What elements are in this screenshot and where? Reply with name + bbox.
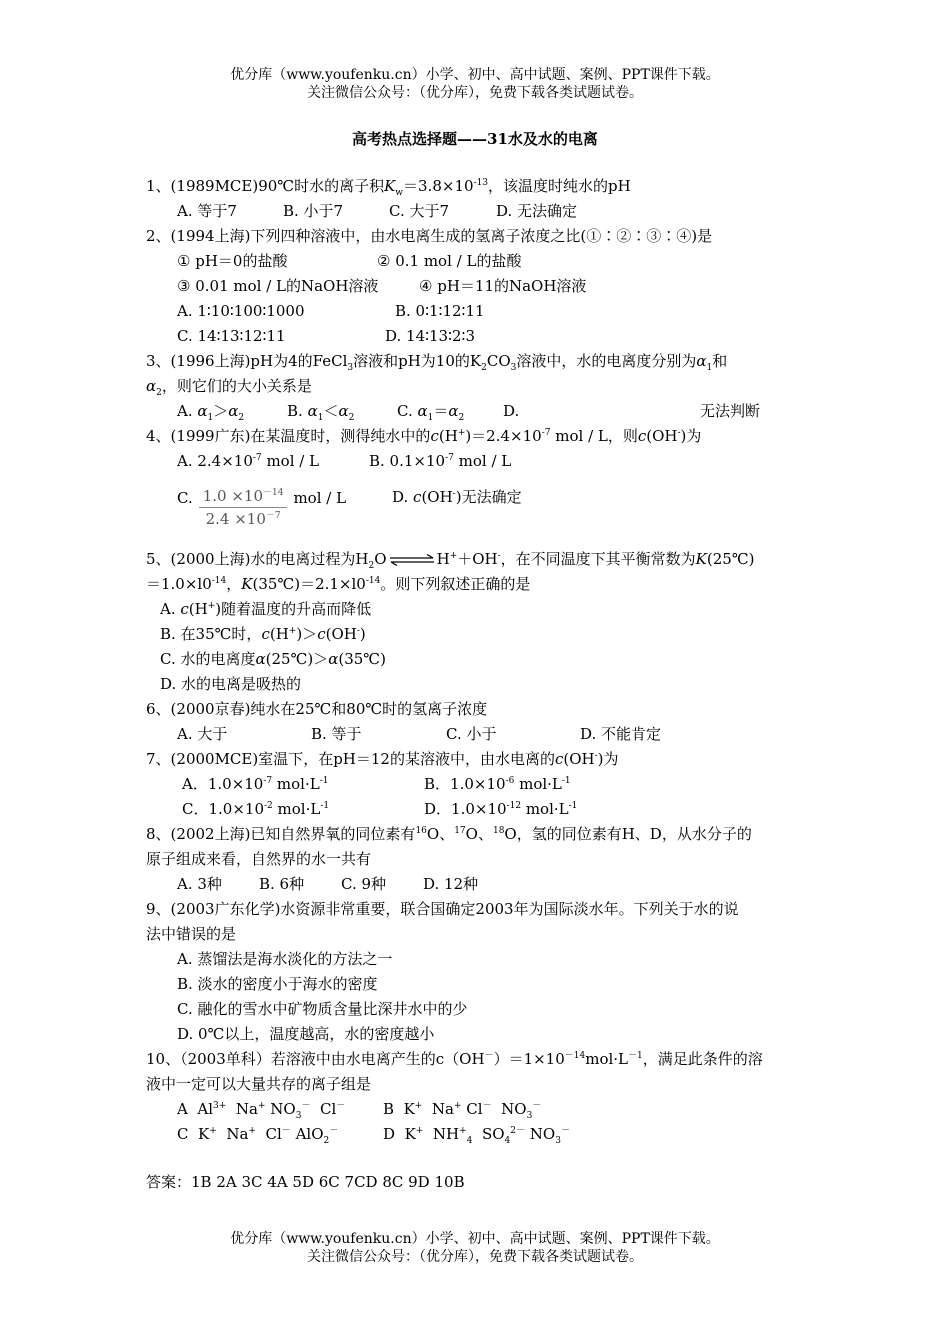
q8-option-b: B. 6种 [259, 875, 305, 893]
q9-option-d: D. 0℃以上，温度越高，水的密度越小 [177, 1025, 435, 1043]
q4-stem: 4、(1999广东)在某温度时，测得纯水中的$c(H^+)=2.4\times 10^{-7}$ mol / L，则c(OH-)为 [146, 427, 702, 445]
q2-items-row-2 [177, 274, 587, 299]
q10-option-b: B K+ Na+ Cl－ $NO_3^-$ [383, 1100, 542, 1121]
footer-line-2: 关注微信公众号：（优分库），免费下载各类试题试卷。 [307, 1249, 643, 1265]
q4-option-c: C. $\frac{1.0 \times 10^{-14}}{2.4 \times 10^{-7}}$ mol / L [177, 487, 347, 528]
q10-stem-line-2: 液中一定可以大量共存的离子组是 [146, 1075, 372, 1093]
q1-option-a: A. 等于7 [177, 202, 237, 220]
q7-option-b: B．$1.0\times 10^{-6}$ $mol\cdot L^{-1}$ [424, 775, 571, 793]
q10-options-row-2 [177, 1122, 570, 1147]
q7-options-row-1 [182, 772, 571, 797]
q2-option-c: C. 14∶13∶12∶11 [177, 327, 286, 345]
q3-stem-line-1: 3、(1996上海)pH为4的FeCl$_3$溶液和pH为10的$K_2CO_3$溶液中，水的电离度分别为$\alpha_1$和 [146, 352, 728, 373]
equilibrium-arrow-icon [389, 554, 435, 566]
q6-option-a: A. 大于 [177, 725, 228, 743]
q7-options-row-2 [182, 797, 578, 822]
q2-stem: 2、(1994上海)下列四种溶液中，由水电离生成的氢离子浓度之比(①∶②∶③∶④)是 [146, 227, 713, 245]
q6-option-d: D. 不能肯定 [580, 725, 662, 743]
q10-option-a: A $Al^{3+}$ Na+ $NO_3^-$ Cl－ [177, 1100, 346, 1121]
q2-item-1: ① pH＝0的盐酸 [177, 252, 288, 270]
q8-options [177, 872, 479, 897]
q3-option-d-label: D. [503, 402, 520, 420]
q5-option-d: D. 水的电离是吸热的 [160, 675, 302, 693]
q1-option-c: C. 大于7 [389, 202, 450, 220]
q1-stem: 1、(1989MCE)90℃时水的离子积$K_w=3.8\times 10^{-13}$，该温度时纯水的pH [146, 177, 631, 198]
q8-option-a: A. 3种 [177, 875, 222, 893]
q5-option-c: C. 水的电离度α(25℃)＞α(35℃) [160, 650, 386, 668]
q10-options-row-1 [177, 1097, 542, 1122]
q4-option-d: D. c(OH-)无法确定 [392, 488, 522, 506]
q2-item-2: ② 0.1 mol / L的盐酸 [377, 252, 522, 270]
q2-items-row-1 [177, 249, 522, 274]
page-header [0, 66, 950, 102]
q9-option-a: A. 蒸馏法是海水淡化的方法之一 [177, 950, 393, 968]
q7-stem: 7、(2000MCE)室温下，在pH＝12的某溶液中，由水电离的c(OH-)为 [146, 750, 619, 768]
q2-option-d: D. 14∶13∶2∶3 [385, 327, 475, 345]
q1-options [177, 199, 578, 224]
q9-stem-line-2: 法中错误的是 [146, 925, 237, 943]
q4-option-b: B. $0.1\times 10^{-7}$ mol / L [369, 452, 512, 470]
q6-options [177, 722, 662, 747]
q3-options [177, 399, 761, 424]
q6-stem: 6、(2000京春)纯水在25℃和80℃时的氢离子浓度 [146, 700, 488, 718]
q7-option-d: D．$1.0\times 10^{-12}$ $mol\cdot L^{-1}$ [424, 800, 578, 818]
q8-stem-line-2: 原子组成来看，自然界的水一共有 [146, 850, 372, 868]
q9-option-b: B. 淡水的密度小于海水的密度 [177, 975, 378, 993]
q1-option-d: D. 无法确定 [496, 202, 578, 220]
q5-stem-line-2: $=1.0\times l0^{-14}$，$K(35℃)=2.1\times l0^{-14}$。则下列叙述正确的是 [146, 575, 531, 593]
q9-option-c: C. 融化的雪水中矿物质含量比深井水中的少 [177, 1000, 468, 1018]
footer-line-1: 优分库（www.youfenku.cn）小学、初中、高中试题、案例、PPT课件下载。 [230, 1231, 720, 1247]
q7-option-c: C．$1.0\times 10^{-2}$ $mol\cdot L^{-1}$ [182, 800, 330, 818]
q7-option-a: A．$1.0\times 10^{-7}$ $mol\cdot L^{-1}$ [182, 775, 329, 793]
q6-option-c: C. 小于 [446, 725, 497, 743]
q10-stem-line-1: 10、（2003单科）若溶液中由水电离产生的$c(OH^-)=1\times 10^{-14}mol\cdot L^{-1}$，满足此条件的溶 [146, 1050, 763, 1068]
q1-option-b: B. 小于7 [283, 202, 344, 220]
q3-option-d-text: 无法判断 [700, 402, 761, 420]
q10-option-d: D K+ $NH^+_4$ $SO_4^{2-}$ $NO_3^-$ [383, 1125, 570, 1146]
q2-item-4: ④ pH＝11的NaOH溶液 [419, 277, 587, 295]
q9-stem-line-1: 9、(2003广东化学)水资源非常重要，联合国确定2003年为国际淡水年。下列关于水的说 [146, 900, 739, 918]
q8-option-c: C. 9种 [341, 875, 387, 893]
q2-options-row-2 [177, 324, 475, 349]
q8-stem-line-1: 8、(2002上海)已知自然界氧的同位素有$^{16}$O、$^{17}$O、$^{18}$O，氢的同位素有H、D，从水分子的 [146, 825, 752, 843]
q3-option-b: B. $\alpha_1<\alpha_2$ [287, 402, 355, 423]
q5-option-b: B. 在35℃时，c(H+)＞c(OH-) [160, 625, 366, 643]
q10-option-c: C K+ Na+ Cl－ AlO$_2$－ [177, 1125, 339, 1146]
page-title: 高考热点选择题——31水及水的电离 [352, 130, 598, 148]
header-line-2: 关注微信公众号：（优分库），免费下载各类试题试卷。 [307, 85, 643, 101]
q2-item-3: ③ 0.01 mol / L的NaOH溶液 [177, 277, 379, 295]
q3-option-c: C. $\alpha_1=\alpha_2$ [397, 402, 465, 423]
q4-fraction: $\frac{1.0 \times 10^{-14}}{2.4 \times 10^{-7}}$ [199, 485, 288, 530]
page-footer [0, 1230, 950, 1266]
q8-option-d: D. 12种 [423, 875, 479, 893]
q3-stem-line-2: $\alpha_2$，则它们的大小关系是 [146, 377, 312, 398]
q5-option-a: A. c(H+)随着温度的升高而降低 [160, 600, 372, 618]
answer-key: 答案：1B 2A 3C 4A 5D 6C 7CD 8C 9D 10B [146, 1173, 465, 1191]
q2-option-b: B. 0∶1∶12∶11 [395, 302, 485, 320]
q4-options-row-1 [177, 449, 512, 474]
header-line-1: 优分库（www.youfenku.cn）小学、初中、高中试题、案例、PPT课件下载。 [230, 67, 720, 83]
q5-stem-line-1: 5、(2000上海)水的电离过程为$H_2O$ H+＋OH-，在不同温度下其平衡常数为K(25℃) [146, 550, 755, 571]
q3-option-a: A. $\alpha_1>\alpha_2$ [177, 402, 245, 423]
q4-option-a: A. $2.4\times 10^{-7}$ mol / L [177, 452, 320, 470]
q6-option-b: B. 等于 [311, 725, 362, 743]
q2-options-row-1 [177, 299, 485, 324]
q2-option-a: A. 1∶10∶100∶1000 [177, 302, 305, 320]
